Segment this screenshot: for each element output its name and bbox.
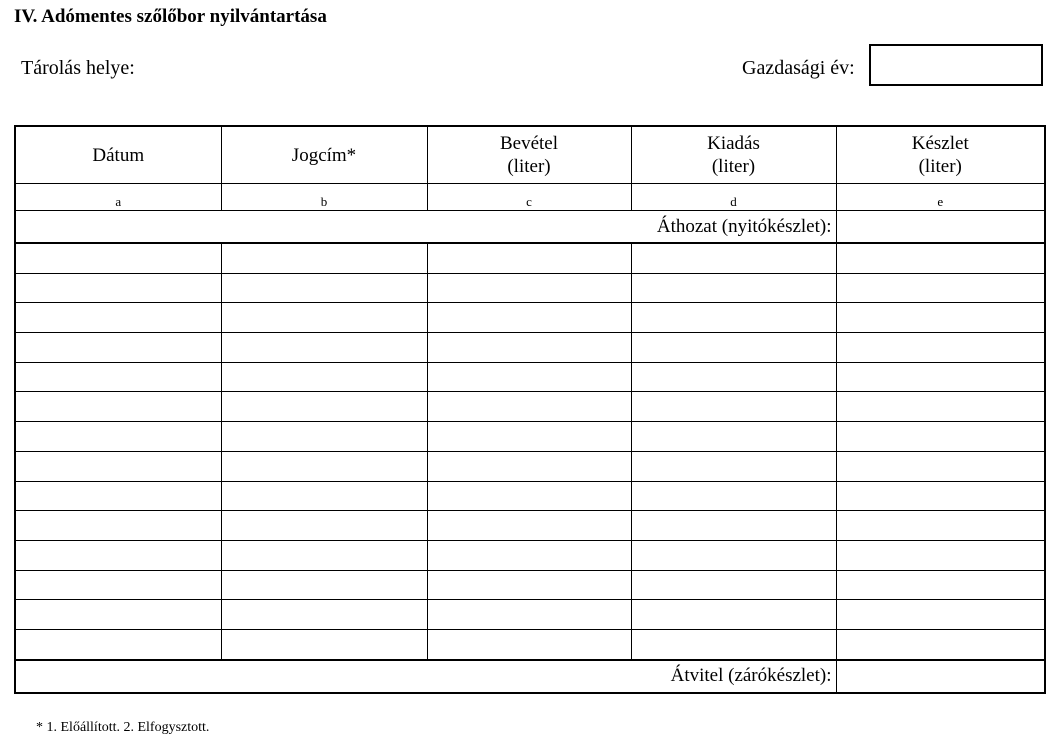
stock-input[interactable] — [837, 541, 1045, 570]
income-input[interactable] — [428, 630, 631, 659]
title-code-input[interactable] — [222, 333, 427, 362]
title-code-input[interactable] — [222, 511, 427, 540]
closing-balance-cell[interactable] — [836, 660, 1045, 693]
table-cell-date[interactable] — [15, 451, 221, 481]
column-header-title: Készlet — [911, 133, 969, 154]
date-input[interactable] — [16, 482, 221, 511]
column-letter-row — [15, 184, 1045, 211]
table-cell-stock[interactable] — [836, 243, 1045, 273]
table-cell-income[interactable] — [427, 570, 631, 600]
column-letter: d — [631, 184, 836, 211]
stock-input[interactable] — [837, 630, 1045, 659]
date-input[interactable] — [16, 630, 221, 659]
date-input[interactable] — [16, 452, 221, 481]
expense-input[interactable] — [632, 511, 836, 540]
fiscal-year-label: Gazdasági év: — [742, 57, 855, 79]
table-cell-stock[interactable] — [836, 600, 1045, 630]
table-cell-income[interactable] — [427, 362, 631, 392]
table-cell-title-code[interactable] — [221, 540, 427, 570]
table-cell-date[interactable] — [15, 243, 221, 273]
opening-balance-label: Áthozat (nyitókészlet): — [15, 211, 836, 244]
stock-input[interactable] — [837, 333, 1045, 362]
table-cell-stock[interactable] — [836, 362, 1045, 392]
page-title: IV. Adómentes szőlőbor nyilvántartása — [14, 6, 327, 27]
column-header-income — [427, 126, 631, 184]
expense-input[interactable] — [632, 600, 836, 629]
income-input[interactable] — [428, 541, 631, 570]
table-row — [15, 333, 1045, 363]
stock-input[interactable] — [837, 571, 1045, 600]
table-cell-date[interactable] — [15, 422, 221, 452]
table-cell-date[interactable] — [15, 273, 221, 303]
column-header-date — [15, 126, 221, 184]
table-cell-income[interactable] — [427, 333, 631, 363]
income-input[interactable] — [428, 274, 631, 303]
date-input[interactable] — [16, 392, 221, 421]
table-cell-date[interactable] — [15, 303, 221, 333]
table-cell-expense[interactable] — [631, 451, 836, 481]
stock-input[interactable] — [837, 244, 1045, 273]
column-header-unit: (liter) — [711, 156, 756, 177]
stock-input[interactable] — [837, 392, 1045, 421]
table-row — [15, 600, 1045, 630]
opening-balance-row — [15, 211, 1045, 244]
income-input[interactable] — [428, 303, 631, 332]
date-input[interactable] — [16, 274, 221, 303]
date-input[interactable] — [16, 333, 221, 362]
closing-balance-label: Átvitel (zárókészlet): — [15, 660, 836, 693]
table-cell-title-code[interactable] — [221, 451, 427, 481]
column-header-title: Bevétel — [499, 133, 559, 154]
table-row — [15, 511, 1045, 541]
income-input[interactable] — [428, 422, 631, 451]
header-row — [15, 126, 1045, 184]
income-input[interactable] — [428, 482, 631, 511]
table-cell-expense[interactable] — [631, 303, 836, 333]
stock-input[interactable] — [837, 274, 1045, 303]
table-cell-expense[interactable] — [631, 540, 836, 570]
table-cell-income[interactable] — [427, 511, 631, 541]
table-cell-stock[interactable] — [836, 451, 1045, 481]
income-input[interactable] — [428, 600, 631, 629]
date-input[interactable] — [16, 303, 221, 332]
table-row — [15, 540, 1045, 570]
table-cell-date[interactable] — [15, 392, 221, 422]
expense-input[interactable] — [632, 333, 836, 362]
closing-balance-row — [15, 660, 1045, 693]
date-input[interactable] — [16, 244, 221, 273]
table-cell-title-code[interactable] — [221, 481, 427, 511]
table-cell-date[interactable] — [15, 629, 221, 659]
title-code-input[interactable] — [222, 571, 427, 600]
table-cell-expense[interactable] — [631, 600, 836, 630]
opening-balance-input[interactable] — [837, 211, 1045, 242]
table-cell-stock[interactable] — [836, 392, 1045, 422]
table-cell-title-code[interactable] — [221, 600, 427, 630]
column-letter: e — [836, 184, 1045, 211]
table-cell-date[interactable] — [15, 481, 221, 511]
table-cell-title-code[interactable] — [221, 629, 427, 659]
table-cell-date[interactable] — [15, 600, 221, 630]
title-code-input[interactable] — [222, 422, 427, 451]
table-row — [15, 303, 1045, 333]
table-row — [15, 629, 1045, 659]
stock-input[interactable] — [837, 600, 1045, 629]
wine-ledger-table — [14, 125, 1046, 694]
table-cell-stock[interactable] — [836, 570, 1045, 600]
column-header-unit: (liter) — [918, 156, 962, 177]
expense-input[interactable] — [632, 541, 836, 570]
title-code-input[interactable] — [222, 363, 427, 392]
expense-input[interactable] — [632, 482, 836, 511]
opening-balance-cell[interactable] — [836, 211, 1045, 244]
title-code-input[interactable] — [222, 630, 427, 659]
table-cell-expense[interactable] — [631, 422, 836, 452]
expense-input[interactable] — [632, 392, 836, 421]
table-row — [15, 570, 1045, 600]
table-cell-title-code[interactable] — [221, 362, 427, 392]
table-cell-expense[interactable] — [631, 362, 836, 392]
income-input[interactable] — [428, 511, 631, 540]
stock-input[interactable] — [837, 303, 1045, 332]
title-code-input[interactable] — [222, 274, 427, 303]
table-cell-date[interactable] — [15, 511, 221, 541]
table-row — [15, 451, 1045, 481]
income-input[interactable] — [428, 392, 631, 421]
table-cell-title-code[interactable] — [221, 511, 427, 541]
table-cell-title-code[interactable] — [221, 570, 427, 600]
table-row — [15, 422, 1045, 452]
stock-input[interactable] — [837, 363, 1045, 392]
date-input[interactable] — [16, 600, 221, 629]
column-header-title-code — [221, 126, 427, 184]
table-cell-title-code[interactable] — [221, 333, 427, 363]
title-code-input[interactable] — [222, 303, 427, 332]
table-cell-stock[interactable] — [836, 333, 1045, 363]
table-cell-stock[interactable] — [836, 511, 1045, 541]
expense-input[interactable] — [632, 452, 836, 481]
table-cell-stock[interactable] — [836, 273, 1045, 303]
column-letter: b — [221, 184, 427, 211]
expense-input[interactable] — [632, 303, 836, 332]
table-cell-date[interactable] — [15, 362, 221, 392]
table-cell-expense[interactable] — [631, 511, 836, 541]
income-input[interactable] — [428, 333, 631, 362]
title-code-input[interactable] — [222, 452, 427, 481]
footnote: * 1. Előállított. 2. Elfogysztott. — [36, 720, 210, 735]
table-cell-date[interactable] — [15, 570, 221, 600]
title-code-input[interactable] — [222, 482, 427, 511]
table-cell-date[interactable] — [15, 540, 221, 570]
table-cell-income[interactable] — [427, 303, 631, 333]
column-letter: a — [15, 184, 221, 211]
table-cell-expense[interactable] — [631, 273, 836, 303]
expense-input[interactable] — [632, 244, 836, 273]
table-cell-stock[interactable] — [836, 629, 1045, 659]
table-cell-expense[interactable] — [631, 392, 836, 422]
column-header-stock — [836, 126, 1045, 184]
table-cell-stock[interactable] — [836, 481, 1045, 511]
table-cell-expense[interactable] — [631, 481, 836, 511]
table-cell-income[interactable] — [427, 481, 631, 511]
storage-location-label: Tárolás helye: — [21, 57, 135, 79]
income-input[interactable] — [428, 452, 631, 481]
table-cell-title-code[interactable] — [221, 422, 427, 452]
table-cell-title-code[interactable] — [221, 243, 427, 273]
column-header-title: Kiadás — [707, 133, 760, 154]
table-cell-title-code[interactable] — [221, 273, 427, 303]
fiscal-year-field[interactable] — [869, 44, 1043, 86]
column-header-title: Dátum — [92, 144, 145, 166]
table-cell-expense[interactable] — [631, 243, 836, 273]
title-code-input[interactable] — [222, 392, 427, 421]
table-cell-income[interactable] — [427, 243, 631, 273]
date-input[interactable] — [16, 363, 221, 392]
income-input[interactable] — [428, 363, 631, 392]
table-cell-income[interactable] — [427, 629, 631, 659]
column-letter: c — [427, 184, 631, 211]
expense-input[interactable] — [632, 630, 836, 659]
table-cell-date[interactable] — [15, 333, 221, 363]
stock-input[interactable] — [837, 452, 1045, 481]
stock-input[interactable] — [837, 511, 1045, 540]
table-cell-income[interactable] — [427, 540, 631, 570]
table-cell-title-code[interactable] — [221, 303, 427, 333]
column-header-expense — [631, 126, 836, 184]
column-header-title: Jogcím* — [291, 144, 357, 166]
table-row — [15, 273, 1045, 303]
stock-input[interactable] — [837, 482, 1045, 511]
title-code-input[interactable] — [222, 600, 427, 629]
table-cell-stock[interactable] — [836, 422, 1045, 452]
table-cell-income[interactable] — [427, 392, 631, 422]
date-input[interactable] — [16, 422, 221, 451]
income-input[interactable] — [428, 571, 631, 600]
income-input[interactable] — [428, 244, 631, 273]
table-row — [15, 481, 1045, 511]
expense-input[interactable] — [632, 422, 836, 451]
table-row — [15, 243, 1045, 273]
table-cell-stock[interactable] — [836, 540, 1045, 570]
table-row — [15, 362, 1045, 392]
table-row — [15, 392, 1045, 422]
expense-input[interactable] — [632, 274, 836, 303]
closing-balance-input[interactable] — [837, 661, 1045, 692]
table-cell-expense[interactable] — [631, 333, 836, 363]
table-cell-income[interactable] — [427, 451, 631, 481]
date-input[interactable] — [16, 541, 221, 570]
date-input[interactable] — [16, 571, 221, 600]
table-cell-stock[interactable] — [836, 303, 1045, 333]
table-cell-income[interactable] — [427, 422, 631, 452]
table-cell-income[interactable] — [427, 273, 631, 303]
expense-input[interactable] — [632, 571, 836, 600]
table-cell-expense[interactable] — [631, 629, 836, 659]
title-code-input[interactable] — [222, 541, 427, 570]
expense-input[interactable] — [632, 363, 836, 392]
column-header-unit: (liter) — [507, 156, 551, 177]
title-code-input[interactable] — [222, 244, 427, 273]
table-cell-expense[interactable] — [631, 570, 836, 600]
stock-input[interactable] — [837, 422, 1045, 451]
date-input[interactable] — [16, 511, 221, 540]
table-cell-income[interactable] — [427, 600, 631, 630]
table-cell-title-code[interactable] — [221, 392, 427, 422]
